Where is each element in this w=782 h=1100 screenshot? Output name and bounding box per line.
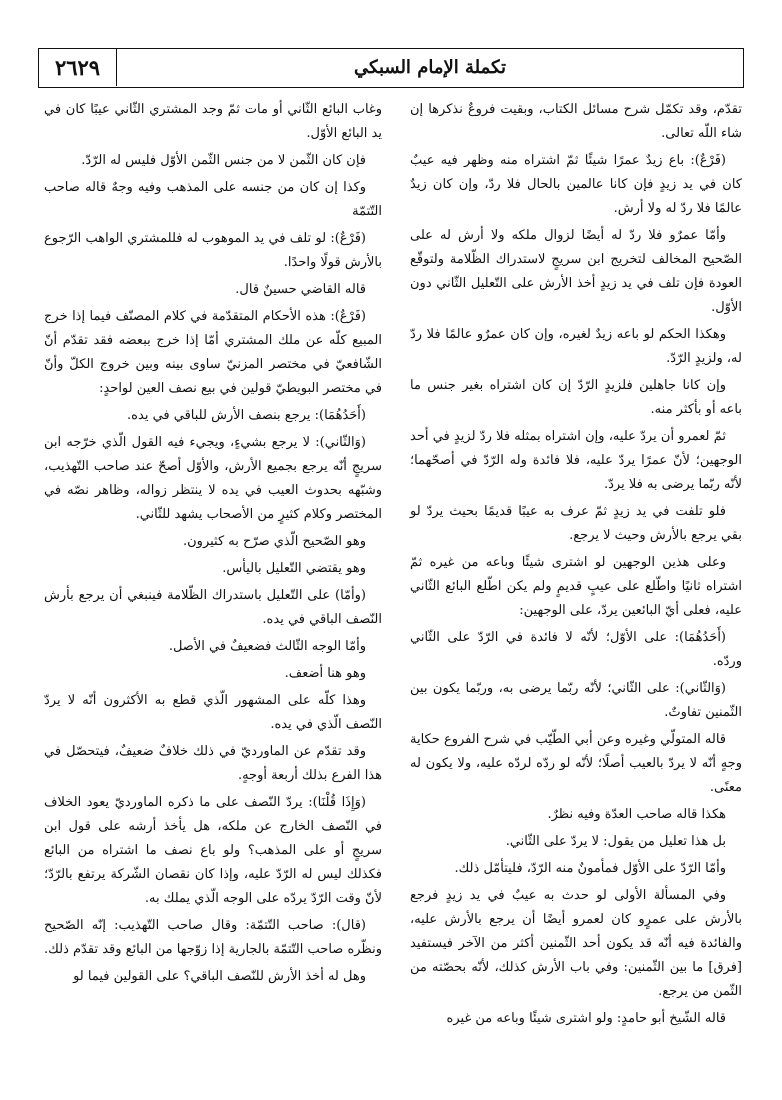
paragraph: تقدّم، وقد تكمّل شرح مسائل الكتاب، وبقيت فروعٌ نذكرها إن شاء اللّه تعالى. [410,102,742,141]
paragraph: (فَرْعٌ): باع زيدٌ عمرًا شيئًا ثمّ اشتراه منه وظهر فيه عيبٌ كان في يد زيدٍ فإن كانا عالمين بالحال فلا ردّ، وإن كان زيدٌ عالمًا فلا ردّ له ولا أرش. [410,153,742,216]
paragraph: وعلى هذين الوجهين لو اشترى شيئًا وباعه من غيره ثمّ اشتراه ثانيًا واطّلع على عيبٍ قديمٍ ولم يكن اطّلع البائع الثّاني عليه، فعلى أيّ البائعين يردّ، على الوجهين: [410,555,742,618]
paragraph: وهكذا الحكم لو باعه زيدٌ لغيره، وإن كان عمرٌو عالمًا فلا ردّ له، ولزيدٍ الرّدّ. [410,327,742,366]
paragraph: وغاب البائع الثّاني أو مات ثمّ وجد المشتري الثّاني عيبًا كان في يد البائع الأوّل. [44,102,382,141]
paragraph: (وَالثّاني): على الثّاني؛ لأنّه ربّما يرضى به، وربّما يكون بين الثّمنين تفاوتٌ. [410,681,742,720]
paragraph: وأمّا الوجه الثّالث فضعيفٌ في الأصل. [168,639,366,654]
paragraph: (أَحَدُهُمَا): على الأوّل؛ لأنّه لا فائدة في الرّدّ على الثّاني وردّه. [410,630,742,669]
paragraph: (فَرْعٌ): لو تلف في يد الموهوب له فللمشتري الواهب الرّجوع بالأرش قولًا واحدًا. [44,231,382,270]
paragraph: هكذا قاله صاحب العدّة وفيه نظرٌ. [547,807,726,822]
paragraph: وفي المسألة الأولى لو حدث به عيبٌ في يد زيدٍ فرجع بالأرش على عمرٍو كان لعمرو أيضًا أن يرجع بالأرش عليه، والفائدة فيه أنّه قد يكون أحد الثّمنين أكثر من الآخر فيستفيد [فرق] ما بين الثّمنين: وفي باب الأرش كذلك، لأنّه بحصّته من الثّمن من يرجع. [410,888,742,999]
paragraph: وأمّا الرّدّ على الأوّل فمأمونٌ منه الرّدّ، فليتأمّل ذلك. [454,861,726,876]
paragraph: (وأمّا) على التّعليل باستدراك الظّلامة فينبغي أن يرجع بأرش النّصف الباقي في يده. [44,588,382,627]
left-column [44,98,382,992]
paragraph: قاله الشّيخ أبو حامدٍ: ولو اشترى شيئًا وباعه من غيره [446,1011,726,1026]
book-title: تكملة الإمام السبكي [354,57,506,78]
page-header [38,48,744,88]
paragraph: قاله القاضي حسينٌ قال. [235,282,366,297]
paragraph: وهو الصّحيح الّذي صرّح به كثيرون. [183,534,366,549]
paragraph: فلو تلفت في يد زيدٍ ثمّ عرف به عيبًا قديمًا بحيث يردّ لو بقي يرجع بالأرش وحيث لا يرجع. [410,504,742,543]
paragraph: بل هذا تعليل من يقول: لا يردّ على الثّاني. [505,834,726,849]
paragraph: (وَإِذَا قُلْنَا): يردّ النّصف على ما ذكره الماورديّ يعود الخلاف في النّصف الخارج عن ملكه، هل يأخذ أرشه على قول ابن سريجٍ أو على المذهب؟ ولو باع نصف ما اشتراه من البائع فكذلك ليس له الرّدّ عليه، وإذا كان نقصان الشّركة يرتفع بالرّدّ؛ لأنّ وقت الرّدّ يردّه على الوجه الّذي يملك به. [44,795,382,906]
paragraph: وهل له أخذ الأرش للنّصف الباقي؟ على القولين فيما لو [73,969,366,984]
right-column [410,98,742,1034]
paragraph: وإن كانا جاهلين فلزيدٍ الرّدّ إن كان اشتراه بغير جنس ما باعه أو بأكثر منه. [410,378,742,417]
paragraph: (فَرْعٌ): هذه الأحكام المتقدّمة في كلام المصنّف فيما إذا خرج المبيع كلّه عن ملك المشتري أمّا إذا خرج ببعضه فقد تقدّم أنّ الشّافعيّ في مختصر المزنيّ ساوى بينه وبين خروج الكلّ وأنّ في مختصر البويطيّ قولين في بيع نصف العين لواحدٍ: [44,309,382,396]
paragraph: وأمّا عمرٌو فلا ردّ له أيضًا لزوال ملكه ولا أرش له على الصّحيح المخالف لتخريج ابن سريجٍ لاستدراك الظّلامة ولتوقّع العودة فإن تلف في يد زيدٍ أخذ الأرش على التّعليل الثّاني دون الأوّل. [410,228,742,315]
paragraph: ثمّ لعمرو أن يردّ عليه، وإن اشتراه بمثله فلا ردّ لزيدٍ في أحد الوجهين؛ لأنّ عمرًا يردّ عليه، فلا فائدة وله الرّدّ في أصحّهما؛ لأنّه ربّما يرضى به فلا يردّ. [410,429,742,492]
paragraph: (وَالثّاني): لا يرجع بشيءٍ، ويجيء فيه القول الّذي خرّجه ابن سريجٍ أنّه يرجع بجميع الأرش، والأوّل أصحّ عند صاحب التّهذيب، وشبّهه بحدوث العيب في يده لا ينتظر زواله، وظاهر نصّه في المختصر وكلام كثيرٍ من الأصحاب يشهد للثّاني. [44,435,382,522]
paragraph: وهذا كلّه على المشهور الّذي قطع به الأكثرون أنّه لا يردّ النّصف الّذي في يده. [44,693,382,732]
paragraph: فإن كان الثّمن لا من جنس الثّمن الأوّل فليس له الرّدّ. [81,153,366,168]
paragraph: وكذا إن كان من جنسه على المذهب وفيه وجهٌ قاله صاحب التّتمّة [44,180,382,219]
paragraph: قاله المتولّي وغيره وعن أبي الطّيّب في شرح الفروع حكاية وجهٍ أنّه لا يردّ بالعيب أصلًا؛ لأنّه لو ردّه لردّه عليه، ولا يكون له معنًى. [410,732,742,795]
page-number: ٢٦٢٩ [39,49,117,86]
paragraph: وهو هنا أضعف. [284,666,366,681]
paragraph: وهو يقتضي التّعليل باليأس. [222,561,366,576]
paragraph: وقد تقدّم عن الماورديّ في ذلك خلافٌ ضعيفٌ، فيتحصّل في هذا الفرع بذلك أربعة أوجهٍ. [44,744,382,783]
paragraph: (قال): صاحب التّتمّة: وقال صاحب التّهذيب: إنّه الصّحيح ونظّره صاحب التّتمّة بالجارية إذا زوّجها من البائع وقد تقدّم ذلك. [44,918,382,957]
paragraph: (أَحَدُهُمَا): يرجع بنصف الأرش للباقي في يده. [127,408,366,423]
